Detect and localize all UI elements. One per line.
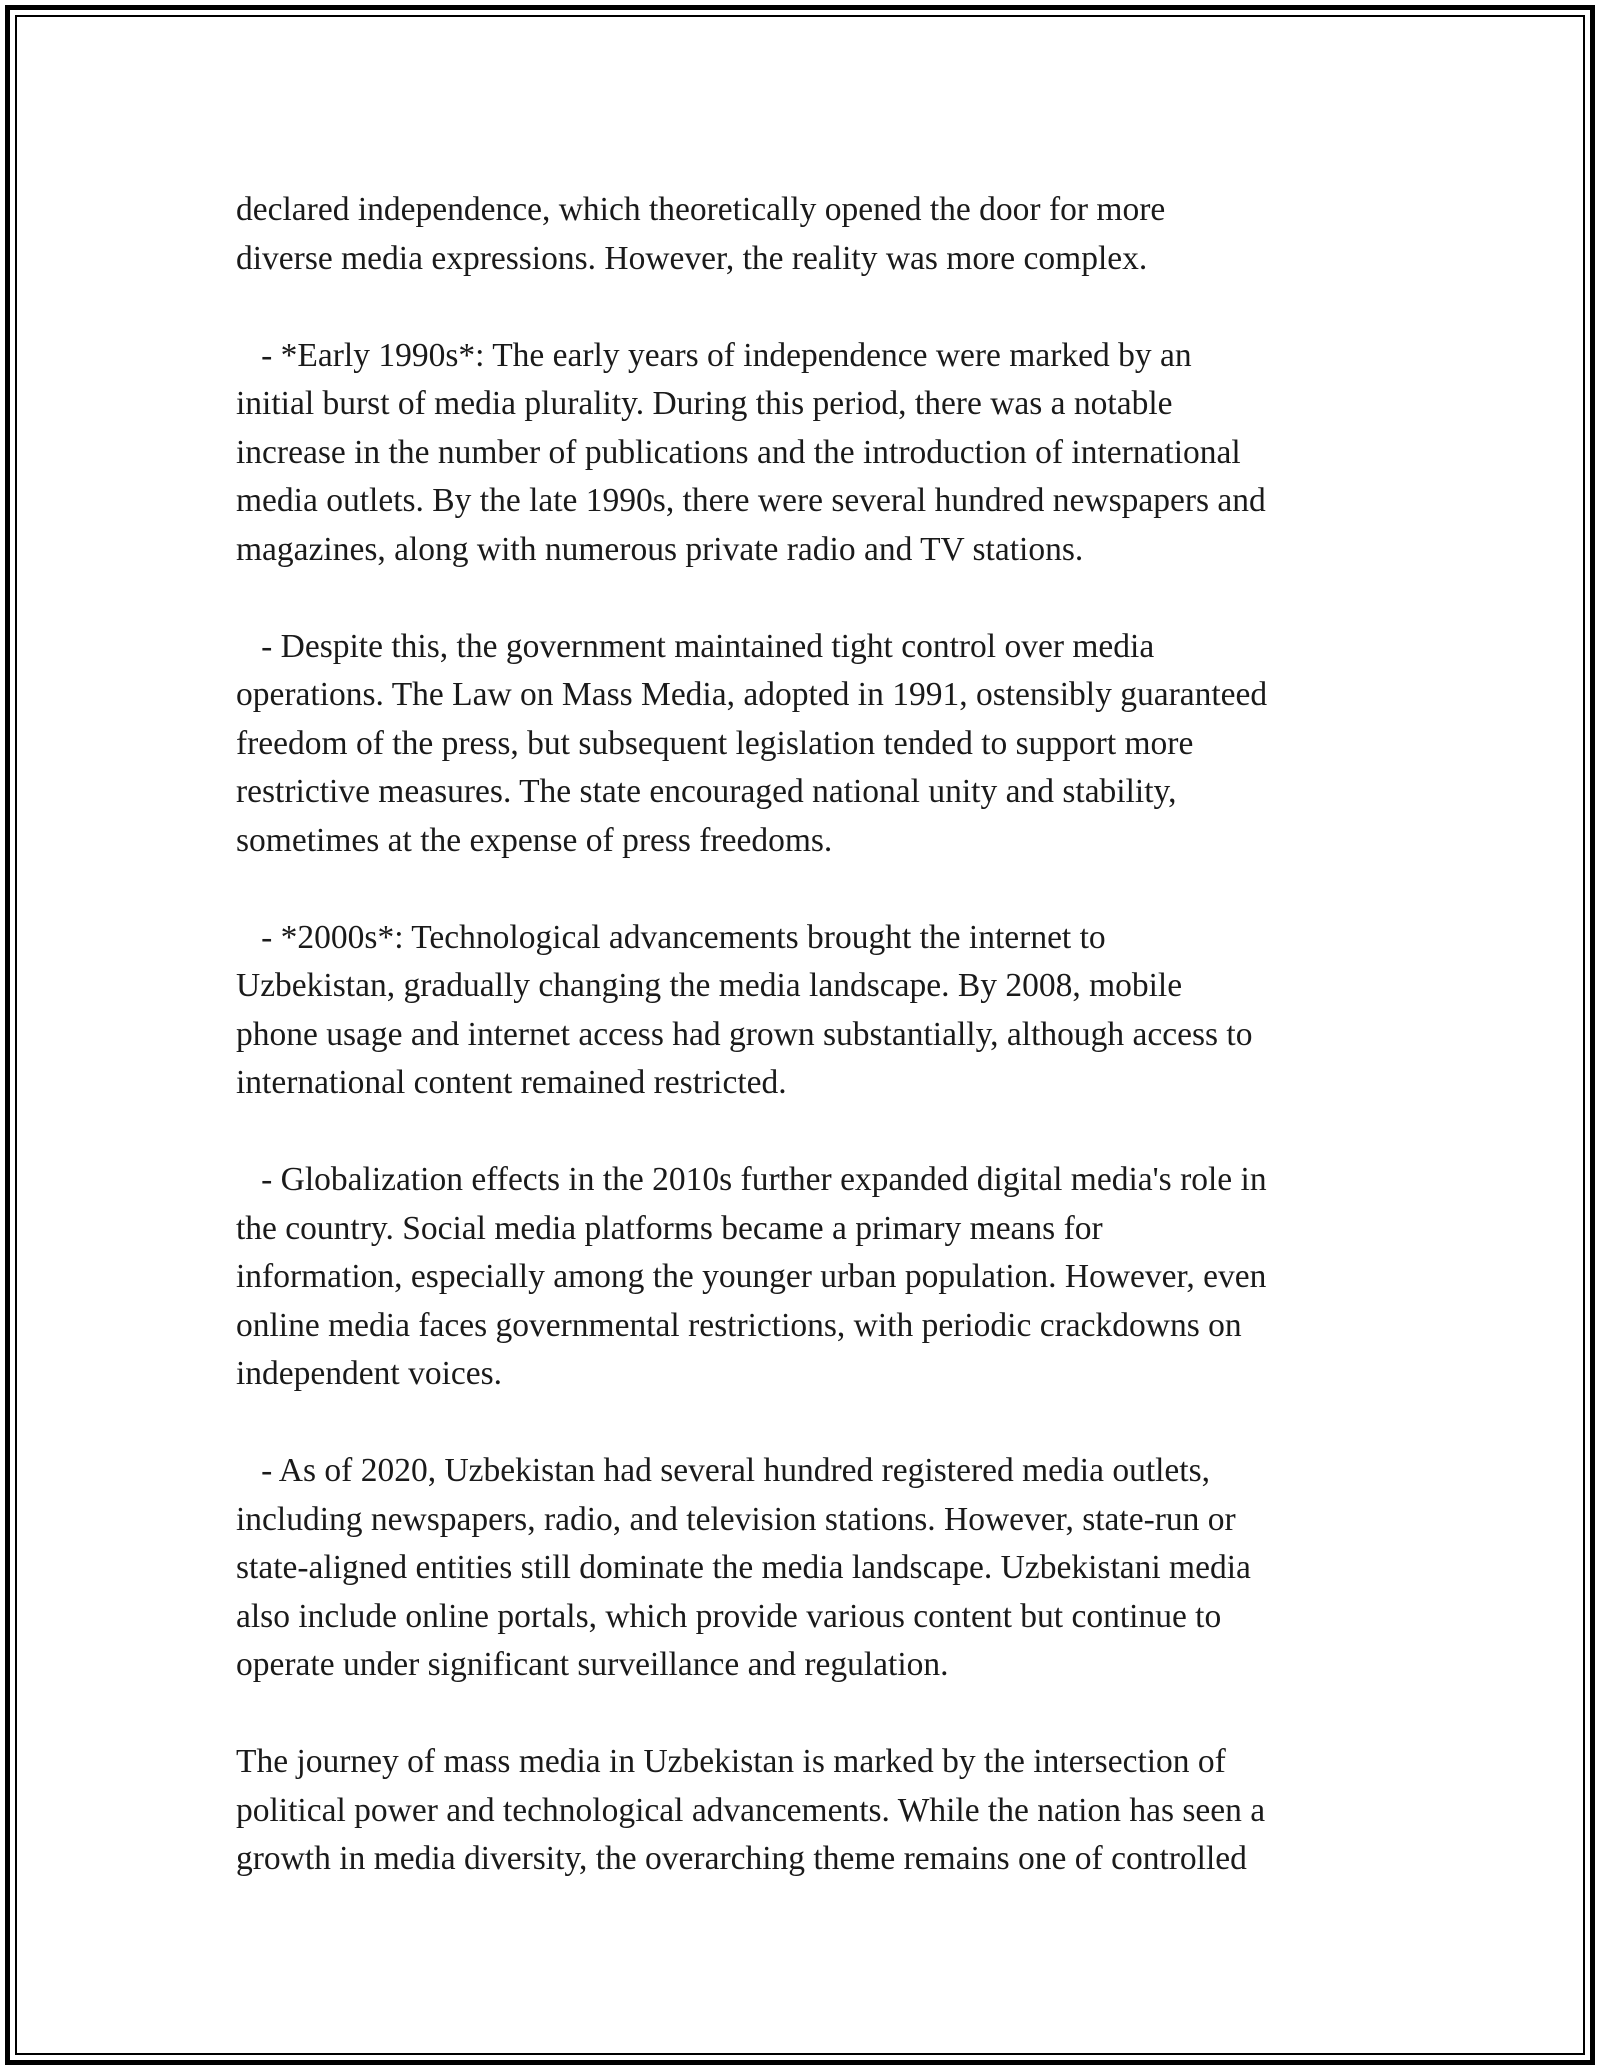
paragraph-early-1990s: - *Early 1990s*: The early years of independence were marked by an initial burst of media plurality. During this period, there was a notable increase in the number of publications and the introduction of international media outlets. By the late 1990s, there were several hundred newspapers and magazines, along with numerous private radio and TV stations. <box>236 336 1266 568</box>
document-body <box>236 186 1406 1884</box>
paragraph-conclusion: The journey of mass media in Uzbekistan is marked by the intersection of political power and technological advancements. While the nation has seen a growth in media diversity, the overarching theme remains one of controlled <box>236 1743 1266 1877</box>
paragraph-globalization-2010s: - Globalization effects in the 2010s further expanded digital media's role in the country. Social media platforms became a primary means for information, especially among the younger urban population. However, even online media faces governmental restrictions, with periodic crackdowns on independent voices. <box>236 1161 1267 1392</box>
paragraph-2000s: - *2000s*: Technological advancements brought the internet to Uzbekistan, gradually changing the media landscape. By 2008, mobile phone usage and internet access had grown substantially, although access to international content remained restricted. <box>236 918 1253 1101</box>
paragraph-as-of-2020: - As of 2020, Uzbekistan had several hundred registered media outlets, including newspapers, radio, and television stations. However, state-run or state-aligned entities still dominate the media landscape. Uzbekistani media also include online portals, which provide various content but continue to operate under significant surveillance and regulation. <box>236 1452 1251 1683</box>
paragraph-independence-intro: declared independence, which theoretically opened the door for more diverse media expressions. However, the reality was more complex. <box>236 191 1166 277</box>
paragraph-government-control: - Despite this, the government maintained tight control over media operations. The Law on Mass Media, adopted in 1991, ostensibly guaranteed freedom of the press, but subsequent legislation tended to support more restrictive measures. The state encouraged national unity and stability, sometimes at the expense of press freedoms. <box>236 627 1268 859</box>
